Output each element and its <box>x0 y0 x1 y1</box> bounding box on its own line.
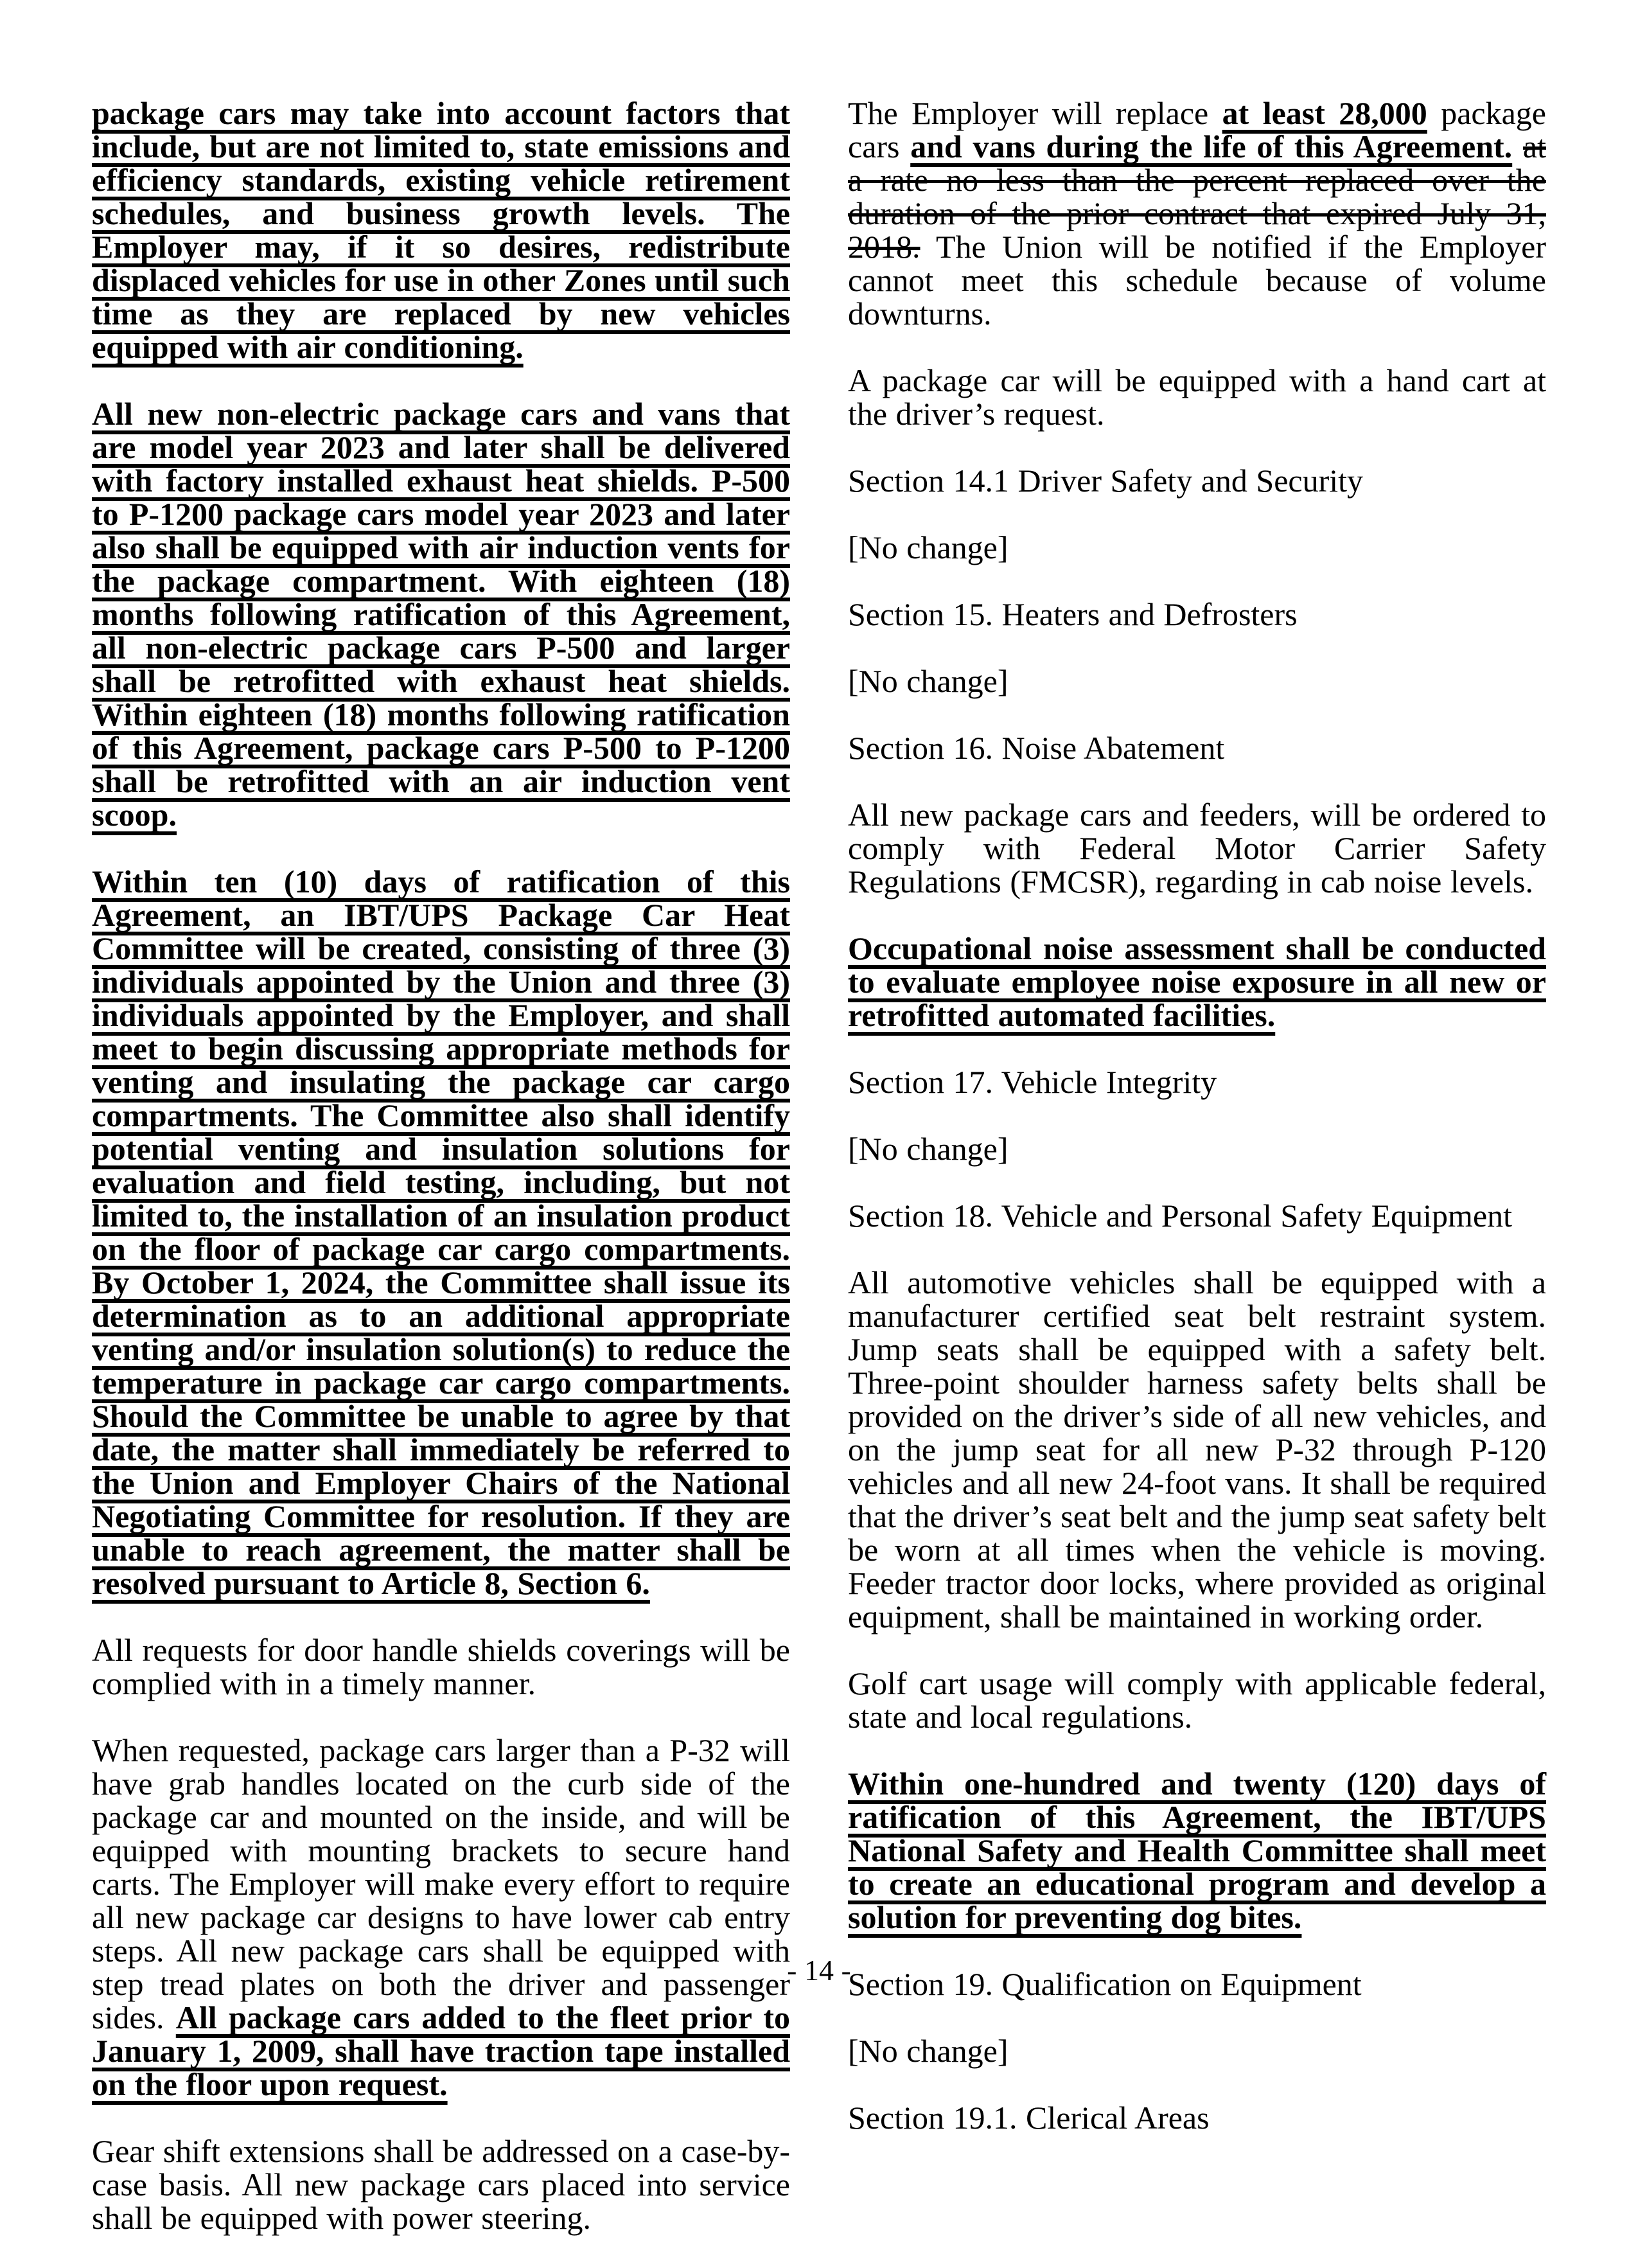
text-run: Section 18. Vehicle and Personal Safety Equipment <box>848 1198 1513 1234</box>
paragraph <box>848 2034 1546 2068</box>
paragraph <box>848 531 1546 564</box>
paragraph <box>92 865 790 1600</box>
paragraph <box>848 664 1546 698</box>
text-run: Section 16. Noise Abatement <box>848 730 1225 766</box>
text-run: Golf cart usage will comply with applicable federal, state and local regulations. <box>848 1665 1546 1735</box>
section-heading <box>848 2101 1546 2134</box>
text-run: at least 28,000 <box>1222 95 1427 131</box>
text-run: A package car will be equipped with a hand cart at the driver’s request. <box>848 362 1546 432</box>
paragraph <box>848 1132 1546 1165</box>
paragraph <box>92 397 790 831</box>
left-column <box>92 96 790 2268</box>
text-run: Section 14.1 Driver Safety and Security <box>848 463 1364 499</box>
text-run: Section 19. Qualification on Equipment <box>848 1966 1362 2002</box>
page-number: - 14 - <box>787 1954 851 1987</box>
text-run: Section 15. Heaters and Defrosters <box>848 596 1298 632</box>
paragraph <box>92 2134 790 2235</box>
text-run: [No change] <box>848 2033 1008 2069</box>
section-heading <box>848 1199 1546 1232</box>
text-run: [No change] <box>848 529 1008 565</box>
text-columns <box>92 96 1546 2268</box>
paragraph <box>92 1733 790 2101</box>
text-run: The Employer will replace <box>848 95 1222 131</box>
paragraph <box>848 1667 1546 1733</box>
section-heading <box>848 598 1546 631</box>
text-run: package cars <box>848 95 1546 164</box>
section-heading <box>848 464 1546 497</box>
paragraph <box>848 1266 1546 1633</box>
paragraph <box>848 932 1546 1032</box>
paragraph <box>848 1767 1546 1934</box>
text-run: Within ten (10) days of ratification of this Agreement, an IBT/UPS Package Car Heat Committee will be created, consisting of three (3) individuals appointed by the Union and three (3) individuals appointed by the Employer, and shall meet to begin discussing appropriate methods for venting and insulating the package car cargo compartments. The Committee also shall identify potential venting and insulation solutions for evaluation and field testing, including, but not limited to, the installation of an insulation product on the floor of package car cargo compartments. By October 1, 2024, the Committee shall issue its determination as to an additional appropriate venting and/or insulation solution(s) to reduce the temperature in package car cargo compartments. Should the Committee be unable to agree by that date, the matter shall immediately be referred to the Union and Employer Chairs of the National Negotiating Committee for resolution. If they are unable to reach agreement, the matter shall be resolved pursuant to Article 8, Section 6. <box>92 864 790 1601</box>
text-run: All new package cars and feeders, will be ordered to comply with Federal Motor Carrier Safety Regulations (FMCSR), regarding in cab noise levels. <box>848 797 1546 899</box>
text-run <box>1512 128 1523 164</box>
text-run: [No change] <box>848 663 1008 699</box>
text-run: package cars may take into account factors that include, but are not limited to, state emissions and efficiency standards, existing vehicle retirement schedules, and business growth levels. The Employer may, if it so desires, redistribute displaced vehicles for use in other Zones until such time as they are replaced by new vehicles equipped with air conditioning. <box>92 95 790 365</box>
text-run: [No change] <box>848 1131 1008 1167</box>
section-heading <box>848 731 1546 765</box>
text-run: All requests for door handle shields coverings will be complied with in a timely manner. <box>92 1632 790 1701</box>
text-run: Section 19.1. Clerical Areas <box>848 2100 1210 2136</box>
text-run: Within one-hundred and twenty (120) days of ratification of this Agreement, the IBT/UPS National Safety and Health Committee shall meet to create an educational program and develop a solution for preventing dog bites. <box>848 1766 1546 1935</box>
section-heading <box>848 1065 1546 1099</box>
paragraph <box>92 1633 790 1700</box>
text-run: Gear shift extensions shall be addressed on a case-by-case basis. All new package cars placed into service shall be equipped with power steering. <box>92 2133 790 2236</box>
paragraph <box>848 798 1546 898</box>
text-run: at a rate no less than the percent replaced over the duration of the prior contract that expired July 31, 2018. <box>848 128 1546 265</box>
text-run: Section 17. Vehicle Integrity <box>848 1064 1217 1100</box>
paragraph <box>848 96 1546 330</box>
paragraph <box>848 364 1546 430</box>
right-column <box>848 96 1546 2268</box>
text-run: All automotive vehicles shall be equipped with a manufacturer certified seat belt restraint system. Jump seats shall be equipped with a safety belt. Three-point shoulder harness safety belts shall be provided on the driver’s side of all new vehicles, and on the jump seat for all new P-32 through P-120 vehicles and all new 24-foot vans. It shall be required that the driver’s seat belt and the jump seat safety belt be worn at all times when the vehicle is moving. Feeder tractor door locks, where provided as original equipment, shall be maintained in working order. <box>848 1264 1546 1635</box>
text-run: When requested, package cars larger than a P-32 will have grab handles located on the curb side of the package car and mounted on the inside, and will be equipped with mounting brackets to secure hand carts. The Employer will make every effort to require all new package car designs to have lower cab entry steps. All new package cars shall be equipped with step tread plates on both the driver and passenger sides. <box>92 1732 790 2035</box>
paragraph <box>92 96 790 364</box>
text-run: All package cars added to the fleet prior to January 1, 2009, shall have traction tape installed on the floor upon request. <box>92 1999 791 2102</box>
text-run: and vans during the life of this Agreement. <box>910 128 1513 164</box>
text-run: All new non-electric package cars and vans that are model year 2023 and later shall be delivered with factory installed exhaust heat shields. P-500 to P-1200 package cars model year 2023 and later also shall be equipped with air induction vents for the package compartment. With eighteen (18) months following ratification of this Agreement, all non-electric package cars P-500 and larger shall be retrofitted with exhaust heat shields. Within eighteen (18) months following ratification of this Agreement, package cars P-500 to P-1200 shall be retrofitted with an air induction vent scoop. <box>92 396 790 833</box>
text-run: The Union will be notified if the Employer cannot meet this schedule because of volume downturns. <box>848 229 1546 332</box>
text-run: Occupational noise assessment shall be conducted to evaluate employee noise exposure in all new or retrofitted automated facilities. <box>848 930 1546 1033</box>
